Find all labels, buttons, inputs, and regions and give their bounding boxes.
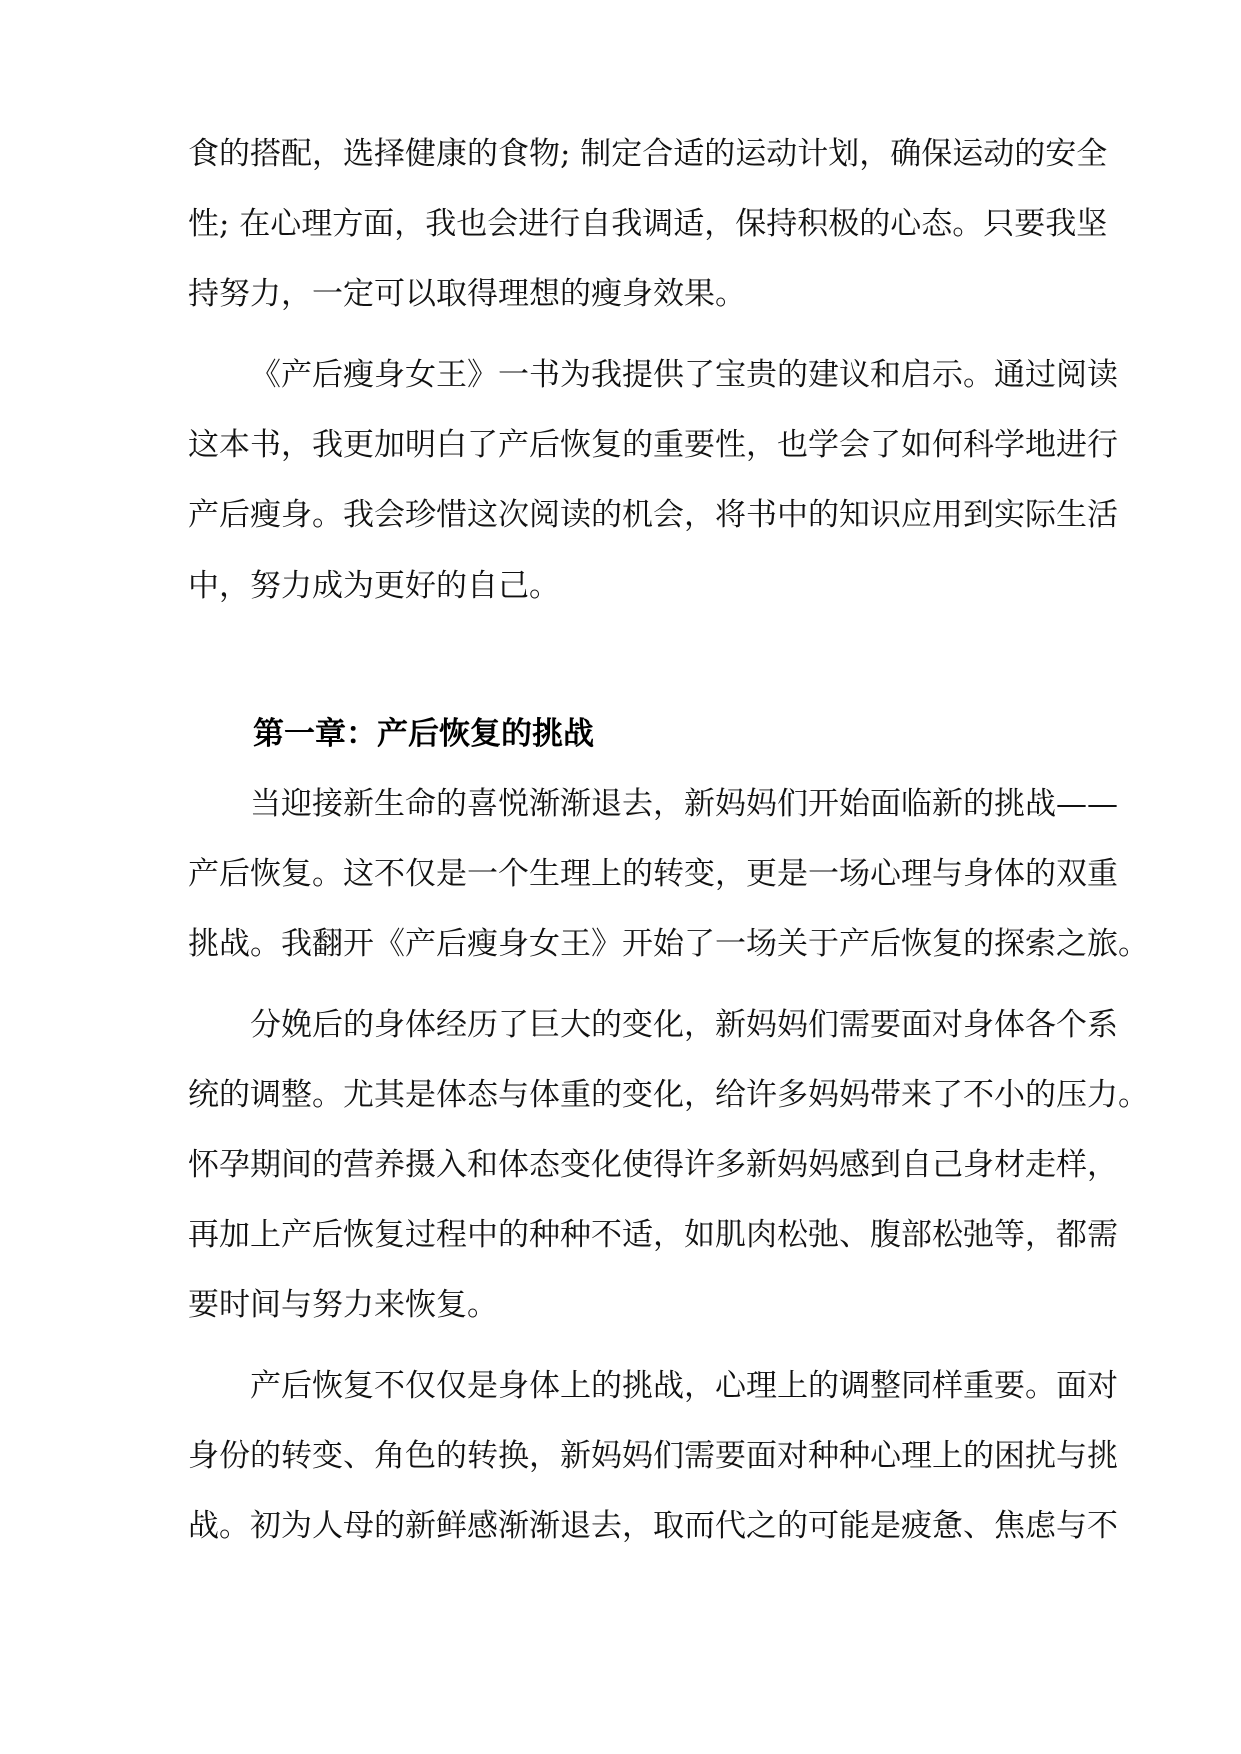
paragraph-line: 怀孕期间的营养摄入和体态变化使得许多新妈妈感到自己身材走样，	[188, 1147, 1118, 1183]
paragraph-line: 持努力，一定可以取得理想的瘦身效果。	[188, 276, 746, 312]
chapter-heading: 第一章：产后恢复的挑战	[253, 716, 594, 752]
paragraph-line: 身份的转变、角色的转换，新妈妈们需要面对种种心理上的困扰与挑	[188, 1438, 1118, 1474]
paragraph-line: 统的调整。尤其是体态与体重的变化，给许多妈妈带来了不小的压力。	[188, 1077, 1149, 1113]
paragraph-line: 分娩后的身体经历了巨大的变化，新妈妈们需要面对身体各个系	[250, 1007, 1118, 1043]
paragraph-line: 战。初为人母的新鲜感渐渐退去，取而代之的可能是疲惫、焦虑与不	[188, 1508, 1118, 1544]
paragraph-line: 再加上产后恢复过程中的种种不适，如肌肉松弛、腹部松弛等，都需	[188, 1217, 1118, 1253]
paragraph-line: 要时间与努力来恢复。	[188, 1287, 498, 1323]
paragraph-line: 这本书，我更加明白了产后恢复的重要性，也学会了如何科学地进行	[188, 427, 1118, 463]
paragraph-line: 性; 在心理方面，我也会进行自我调适，保持积极的心态。只要我坚	[188, 206, 1108, 242]
paragraph-line: 产后恢复。这不仅是一个生理上的转变，更是一场心理与身体的双重	[188, 856, 1118, 892]
paragraph-line: 《产后瘦身女王》一书为我提供了宝贵的建议和启示。通过阅读	[250, 357, 1118, 393]
paragraph-line: 产后瘦身。我会珍惜这次阅读的机会，将书中的知识应用到实际生活	[188, 497, 1118, 533]
paragraph-line: 产后恢复不仅仅是身体上的挑战，心理上的调整同样重要。面对	[250, 1368, 1118, 1404]
paragraph-line: 当迎接新生命的喜悦渐渐退去，新妈妈们开始面临新的挑战——	[250, 786, 1118, 822]
paragraph-line: 挑战。我翻开《产后瘦身女王》开始了一场关于产后恢复的探索之旅。	[188, 926, 1149, 962]
paragraph-line: 食的搭配，选择健康的食物; 制定合适的运动计划，确保运动的安全	[188, 136, 1108, 172]
paragraph-line: 中，努力成为更好的自己。	[188, 568, 560, 604]
